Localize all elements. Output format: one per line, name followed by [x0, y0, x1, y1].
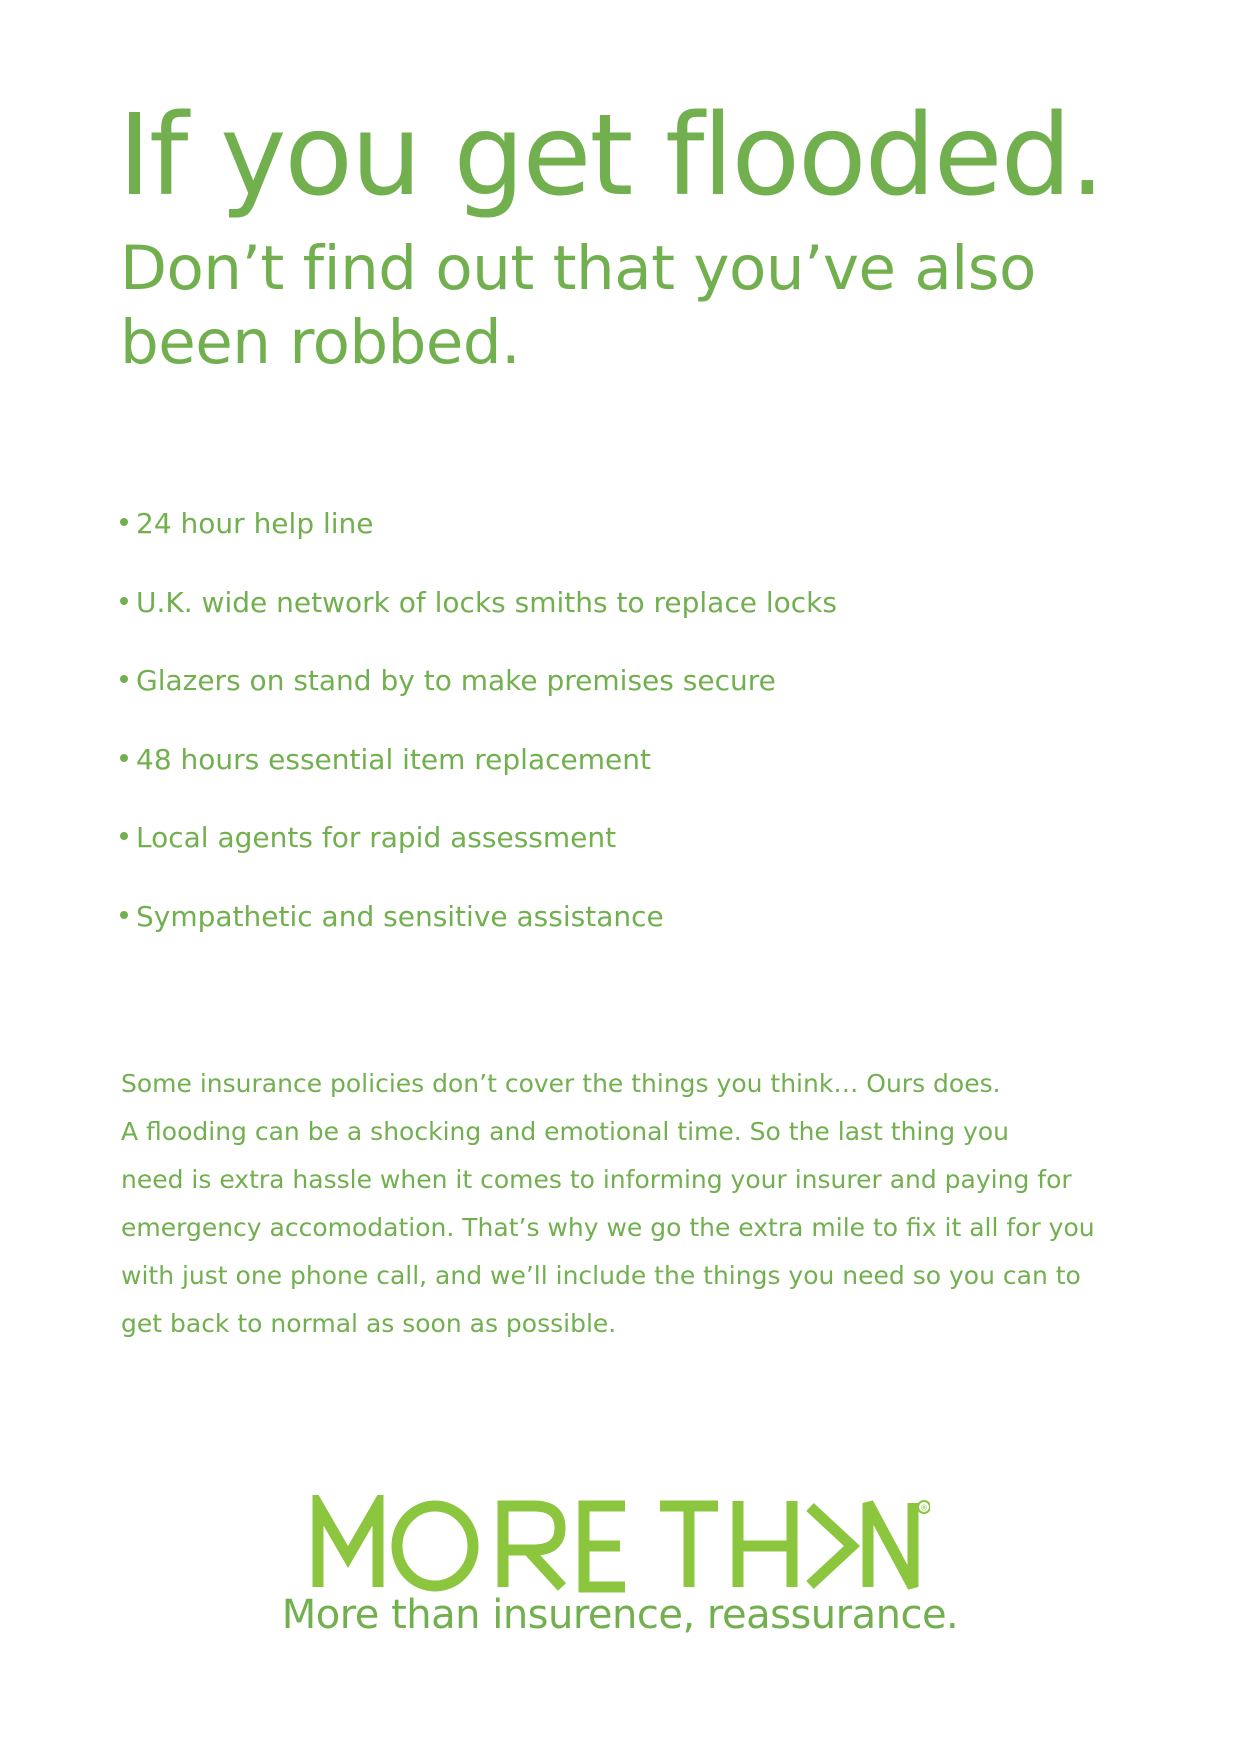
headline: If you get flooded.: [118, 91, 1104, 221]
bullet-icon: [120, 832, 128, 840]
body-line: with just one phone call, and we’ll include the things you need so you can to: [121, 1261, 1081, 1290]
list-item-text: Local agents for rapid assessment: [136, 821, 617, 855]
bullet-icon: [120, 911, 128, 919]
body-line: Some insurance policies don’t cover the things you think… Ours does.: [121, 1069, 1001, 1098]
list-item: [120, 657, 837, 736]
bullet-icon: [120, 675, 128, 683]
list-item: [120, 814, 837, 893]
bullet-icon: [120, 754, 128, 762]
benefits-list: [120, 500, 837, 972]
more-than-logo: [310, 1495, 930, 1595]
bullet-icon: [120, 597, 128, 605]
list-item-text: U.K. wide network of locks smiths to replace locks: [136, 585, 837, 619]
registered-mark: ®: [920, 1503, 928, 1513]
list-item-text: 48 hours essential item replacement: [136, 742, 651, 776]
tagline: More than insurence, reassurance.: [281, 1592, 959, 1638]
list-item-text: Glazers on stand by to make premises secure: [136, 664, 776, 698]
body-line: get back to normal as soon as possible.: [121, 1309, 617, 1338]
list-item: [120, 579, 837, 658]
list-item-text: 24 hour help line: [136, 507, 374, 540]
body-copy: [121, 1060, 1131, 1348]
list-item: [120, 893, 837, 972]
list-item: [120, 500, 837, 579]
body-line: emergency accomodation. That’s why we go the extra mile to fix it all for you: [121, 1213, 1095, 1242]
subheadline: Don’t find out that you’ve also been robbed.: [120, 233, 1036, 378]
list-item: [120, 736, 837, 815]
bullet-icon: [120, 518, 128, 526]
body-line: A flooding can be a shocking and emotional time. So the last thing you: [121, 1117, 1009, 1146]
list-item-text: Sympathetic and sensitive assistance: [136, 899, 664, 933]
body-line: need is extra hassle when it comes to informing your insurer and paying for: [121, 1165, 1072, 1194]
